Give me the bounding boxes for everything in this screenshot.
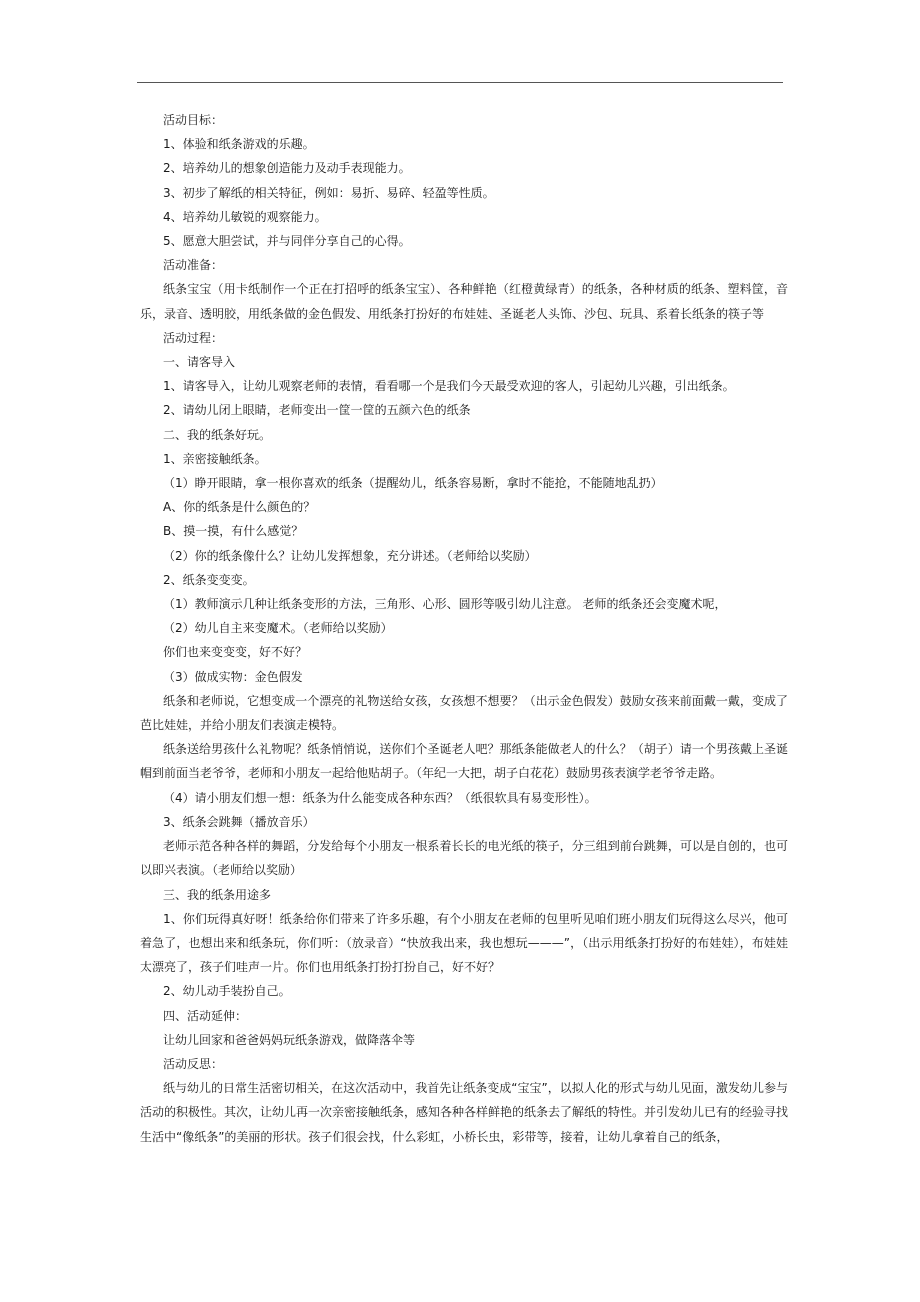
paragraph: 纸与幼儿的日常生活密切相关，在这次活动中，我首先让纸条变成“宝宝”，以拟人化的形式与幼儿见面，激发幼儿参与活动的积极性。其次，让幼儿再一次亲密接触纸条，感知各种各样鲜艳的纸条去了解纸的特性。并引发幼儿已有的经验寻找生活中“像纸条”的美丽的形状。孩子们很会找，什么彩虹，小桥长虫，彩带等，接着，让幼儿拿着自己的纸条， [140, 1081, 789, 1144]
paragraph: （1）教师演示几种让纸条变形的方法，三角形、心形、圆形等吸引幼儿注意。 老师的纸条还会变魔术呢， [163, 597, 727, 612]
paragraph: 2、幼儿动手装扮自己。 [163, 984, 291, 999]
paragraph: 活动反思： [163, 1056, 224, 1071]
paragraph: 纸条宝宝（用卡纸制作一个正在打招呼的纸条宝宝）、各种鲜艳（红橙黄绿青）的纸条，各种材质的纸条、塑料筐，音乐，录音、透明胶，用纸条做的金色假发、用纸条打扮好的布娃娃、圣诞老人头饰、沙包、玩具、系着长纸条的筷子等 [140, 282, 788, 321]
paragraph: 活动目标： [163, 113, 224, 127]
paragraph: 三、我的纸条用途多 [163, 887, 272, 902]
paragraph: 3、纸条会跳舞（播放音乐） [163, 814, 315, 829]
paragraph: B、摸一摸，有什么感觉？ [163, 524, 304, 539]
paragraph: 活动过程： [163, 330, 224, 345]
paragraph: 让幼儿回家和爸爸妈妈玩纸条游戏，做降落伞等 [163, 1032, 416, 1047]
paragraph: 四、活动延伸： [163, 1008, 248, 1023]
paragraph: （4）请小朋友们想一想：纸条为什么能变成各种东西？（纸很软具有易变形性）。 [163, 790, 597, 805]
paragraph: 纸条送给男孩什么礼物呢？纸条悄悄说，送你们个圣诞老人吧？那纸条能做老人的什么？（胡子）请一个男孩戴上圣诞帽到前面当老爷爷，老师和小朋友一起给他贴胡子。（年纪一大把，胡子白花花）鼓励男孩表演学老爷爷走路。 [140, 742, 788, 781]
paragraph: （2）你的纸条像什么？让幼儿发挥想象，充分讲述。（老师给以奖励） [163, 548, 537, 563]
paragraph: 2、请幼儿闭上眼睛，老师变出一筐一筐的五颜六色的纸条 [163, 403, 471, 418]
paragraph: 1、亲密接触纸条。 [163, 451, 267, 466]
paragraph: （3）做成实物：金色假发 [163, 669, 303, 684]
paragraph: （2）幼儿自主来变魔术。（老师给以奖励） [163, 621, 393, 636]
paragraph: 3、初步了解纸的相关特征，例如：易折、易碎、轻盈等性质。 [163, 185, 495, 200]
paragraph: 一、请客导入 [163, 355, 236, 370]
paragraph: 二、我的纸条好玩。 [163, 427, 272, 442]
paragraph: 2、纸条变变变。 [163, 572, 255, 587]
paragraph: 老师示范各种各样的舞蹈，分发给每个小朋友一根系着长长的电光纸的筷子，分三组到前台跳舞，可以是自创的，也可以即兴表演。（老师给以奖励） [140, 839, 788, 878]
header-divider [137, 82, 783, 83]
paragraph: 1、体验和纸条游戏的乐趣。 [163, 137, 315, 152]
paragraph: 2、培养幼儿的想象创造能力及动手表现能力。 [163, 161, 411, 176]
paragraph: 1、你们玩得真好呀！纸条给你们带来了许多乐趣，有个小朋友在老师的包里听见咱们班小朋友们玩得这么尽兴，他可着急了，也想出来和纸条玩，你们听：（放录音）“快放我出来，我也想玩———”，（出示用纸条打扮好的布娃娃），布娃娃太漂亮了，孩子们哇声一片。你们也用纸条打扮打扮自己，好不好？ [140, 911, 788, 975]
paragraph: （1）睁开眼睛，拿一根你喜欢的纸条（提醒幼儿，纸条容易断，拿时不能抢，不能随地乱扔） [163, 476, 663, 491]
paragraph: 4、培养幼儿敏锐的观察能力。 [163, 209, 327, 224]
paragraph: 1、请客导入，让幼儿观察老师的表情，看看哪一个是我们今天最受欢迎的客人，引起幼儿兴趣，引出纸条。 [163, 379, 735, 394]
paragraph: 你们也来变变变，好不好？ [163, 645, 308, 660]
paragraph: 纸条和老师说，它想变成一个漂亮的礼物送给女孩，女孩想不想要？（出示金色假发）鼓励女孩来前面戴一戴，变成了芭比娃娃，并给小朋友们表演走模特。 [140, 693, 788, 733]
paragraph: 5、愿意大胆尝试，并与同伴分享自己的心得。 [163, 234, 411, 249]
document-body [140, 108, 788, 1149]
paragraph: 活动准备： [163, 258, 224, 273]
paragraph: A、你的纸条是什么颜色的？ [163, 500, 316, 515]
